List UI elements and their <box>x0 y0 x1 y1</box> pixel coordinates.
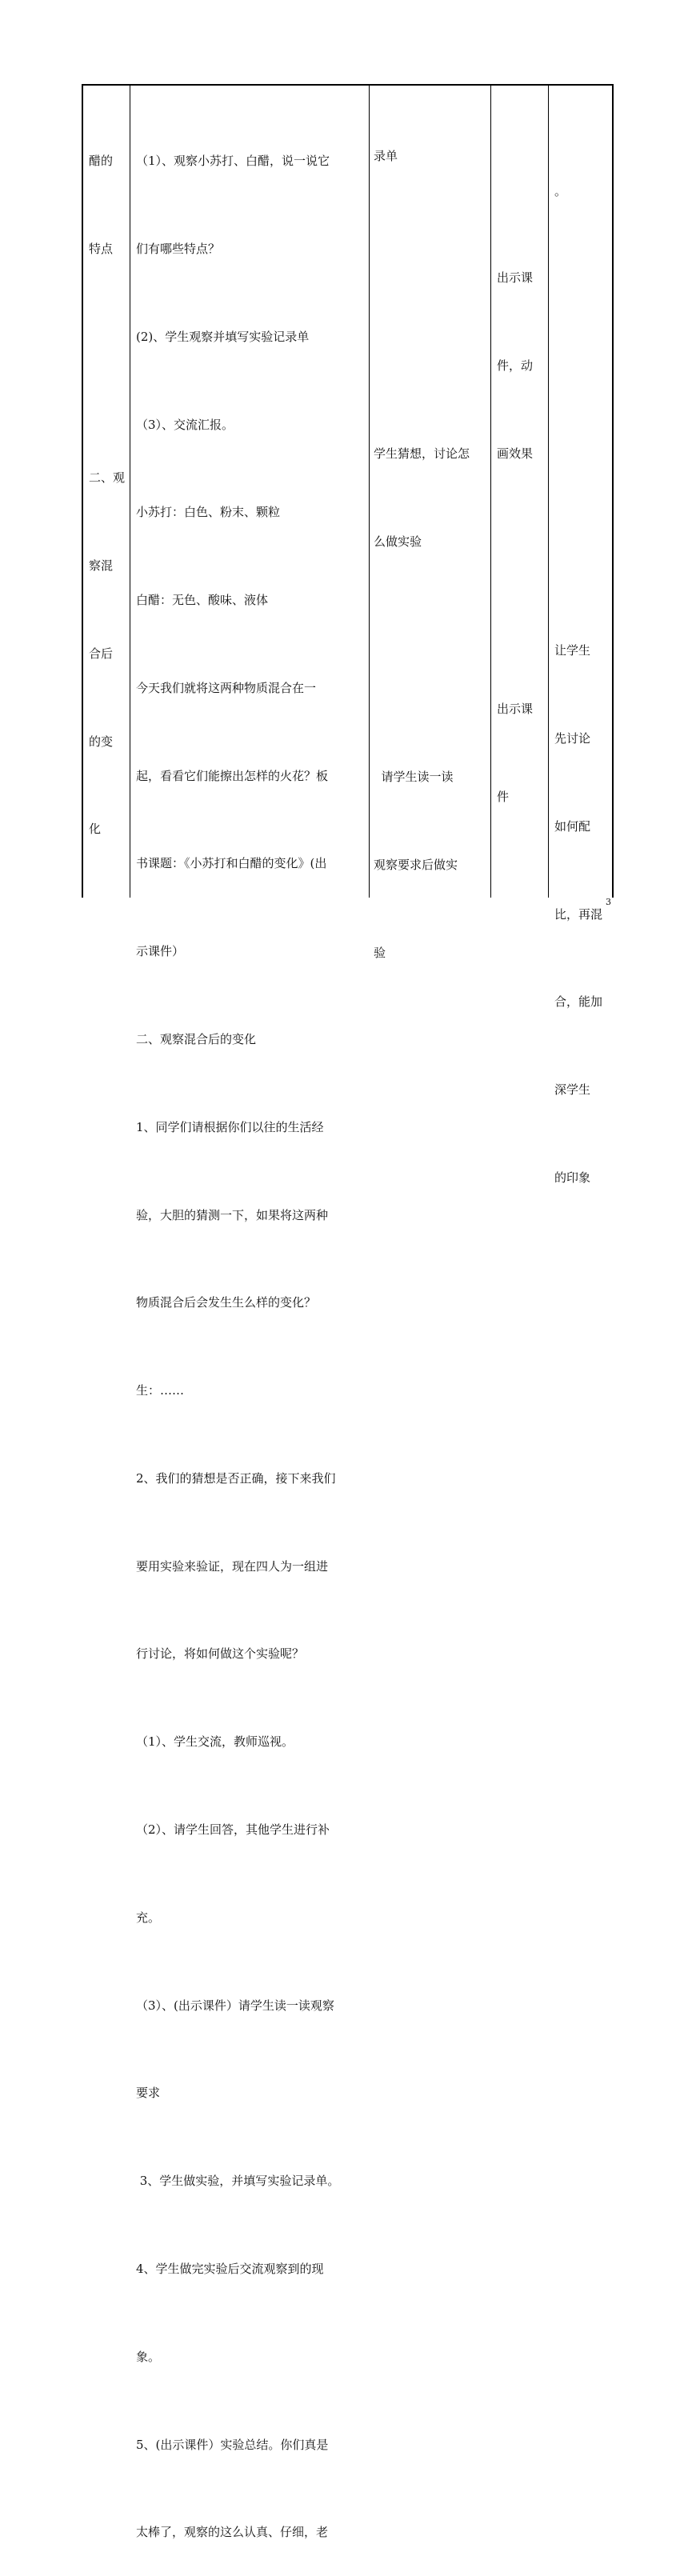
media-cell-courseware: 出示课 件 <box>497 702 534 804</box>
student-activity-experiment: 请学生读一读 观察要求后做实 验 <box>374 770 458 960</box>
design-intent-cell: 让学生 先讨论 如何配 比，再混 合，能加 深学生 的印象 <box>554 643 603 1185</box>
student-activity-guess: 学生猜想，讨论怎 么做实验 <box>374 446 470 549</box>
stage-cell-observe-mixing: 二、观 察混 合后 的变 化 <box>89 470 126 837</box>
column-divider <box>490 86 491 898</box>
column-divider <box>369 86 370 898</box>
media-cell-animation: 出示课 件，动 画效果 <box>497 270 534 461</box>
design-intent-period: 。 <box>554 184 567 199</box>
page-number: 3 <box>606 897 611 907</box>
stage-cell-vinegar-features: 醋的 特点 <box>89 154 114 256</box>
teaching-process-cell: （1）、观察小苏打、白醋，说一说它 们有哪些特点？ (2)、学生观察并填写实验记录单 （3）、交流汇报。 小苏打：白色、粉末、颗粒 白醋：无色、酸味、液体 今天我们就将这两种物质混合在一 起，看看它们能擦出怎样的火花？板 书课题：《小苏打和白醋的变化》(出 示课件） 二、观察混合后的变化 1、同学们请根据你们以往的生活经 验，大胆的猜测一下，如果将这两种 物质混合后会发生生么样的变化？ 生：…… 2、我们的猜想是否正确，接下来我们 要用实验来验证，现在四人为一组进 行讨论，将如何做这个实验呢？ （1）、学生交流，教师巡视。 （2）、请学生回答，其他学生进行补 充。 （3）、(出示课件）请学生读一读观察 要求 3、学生做实验，并填写实验记录单。 4、学生做完实验后交流观察到的现 象。 5、(出示课件）实验总结。你们真是 太棒了，观察的这么认真、仔细，老 <box>136 154 340 2540</box>
student-activity-record: 录单 <box>374 149 398 164</box>
column-divider <box>548 86 549 898</box>
